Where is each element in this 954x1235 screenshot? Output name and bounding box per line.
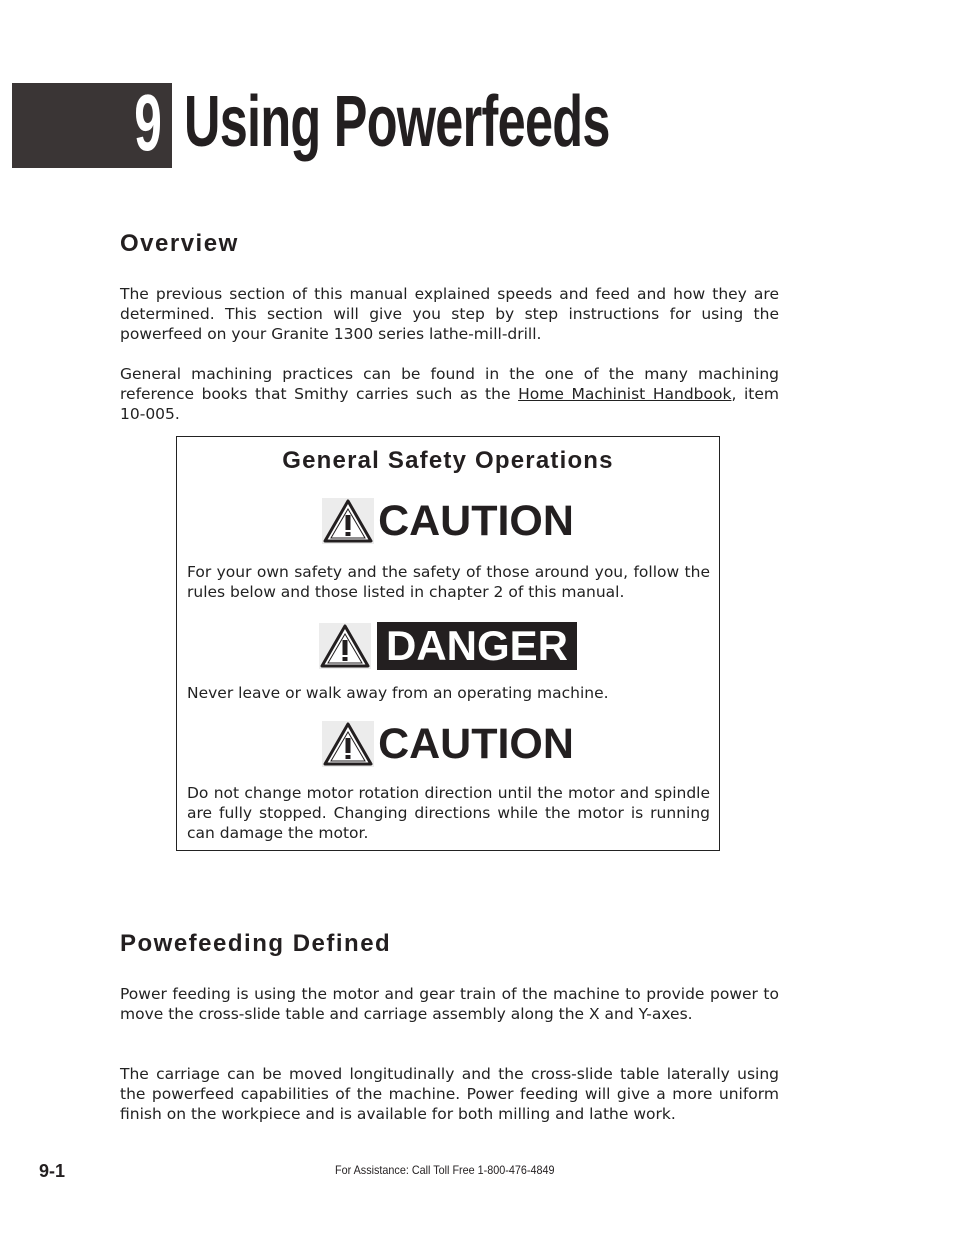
caution-banner-1 <box>177 495 719 547</box>
overview-paragraph-2 <box>120 364 779 424</box>
danger-label: DANGER <box>377 622 577 670</box>
danger-text: Never leave or walk away from an operating machine. <box>187 684 609 702</box>
chapter-number: 9 <box>134 78 162 167</box>
safety-box-title: General Safety Operations <box>282 447 614 474</box>
overview-paragraph-2-text-end: , item 10-005. <box>120 385 779 423</box>
powerfeeding-paragraph-2: The carriage can be moved longitudinally and the cross-slide table laterally using the powerfeed capabilities of the machine. Power feeding will give a more uniform finish on the workpiece and is available for both milling and lathe work. <box>120 1065 779 1123</box>
warning-triangle-icon <box>319 623 371 669</box>
overview-paragraph-1: The previous section of this manual explained speeds and feed and how they are determined. This section will give you step by step instructions for using the powerfeed on your Granite 1300 series lathe-mill-drill. <box>120 285 779 343</box>
warning-triangle-icon <box>322 721 374 767</box>
overview-heading: Overview <box>120 230 239 257</box>
caution-text-1: For your own safety and the safety of those around you, follow the rules below and those listed in chapter 2 of this manual. <box>187 563 710 601</box>
handbook-link[interactable]: Home Machinist Handbook <box>518 385 732 403</box>
caution-label-1: CAUTION <box>378 497 574 545</box>
caution-banner-2 <box>177 718 719 770</box>
page-number: 9-1 <box>39 1161 66 1181</box>
caution-text-2: Do not change motor rotation direction until the motor and spindle are fully stopped. Changing directions while the motor is running can damage the motor. <box>187 784 710 842</box>
powerfeeding-paragraph-1: Power feeding is using the motor and gear train of the machine to provide power to move the cross-slide table and carriage assembly along the X and Y-axes. <box>120 985 779 1023</box>
danger-banner <box>177 620 719 672</box>
caution-label-2: CAUTION <box>378 720 574 768</box>
overview-paragraph-2-text: General machining practices can be found in the one of the many machining reference books that Smithy carries such as the <box>120 365 779 403</box>
footer-assistance: For Assistance: Call Toll Free 1-800-476-4849 <box>335 1163 555 1177</box>
chapter-title: Using Powerfeeds <box>184 82 610 162</box>
safety-box <box>176 436 720 851</box>
powerfeeding-heading: Powefeeding Defined <box>120 930 392 957</box>
warning-triangle-icon <box>322 498 374 544</box>
